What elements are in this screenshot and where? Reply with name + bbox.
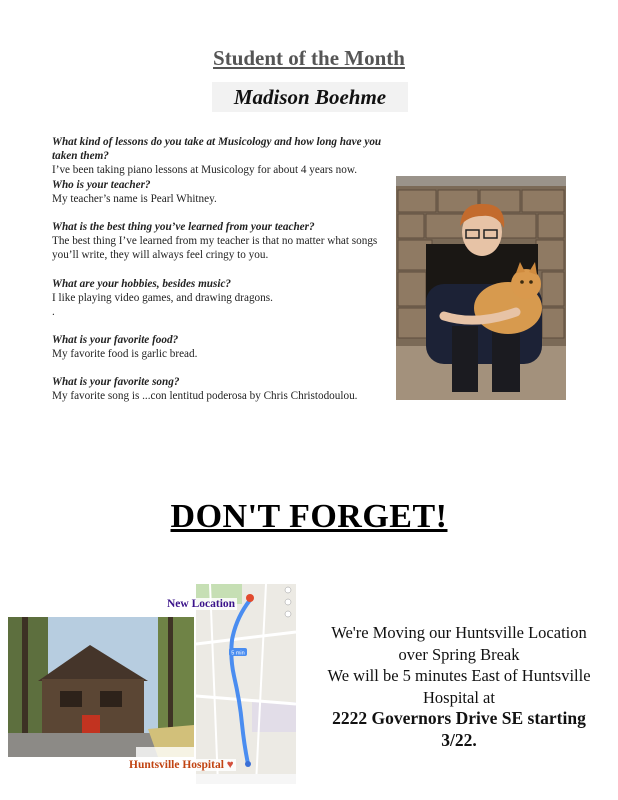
building-photo: [8, 617, 194, 757]
hospital-label-text: Huntsville Hospital: [129, 759, 224, 771]
question: What are your hobbies, besides music?: [52, 278, 232, 290]
qa-item: [52, 220, 392, 262]
hospital-label: [127, 759, 236, 771]
route-map: [196, 584, 296, 784]
student-with-cat-illustration: [396, 176, 566, 400]
headline: DON'T FORGET!: [170, 498, 448, 535]
qa-item: [52, 277, 392, 319]
question: Who is your teacher?: [52, 179, 151, 191]
announcement-line: over Spring Break: [398, 644, 520, 664]
time-badge: 5 min: [231, 650, 245, 657]
page-title: Student of the Month: [213, 46, 405, 70]
address-line: 2222 Governors Drive SE starting: [332, 708, 586, 728]
answer: I’ve been taking piano lessons at Musicology for about 4 years now.: [52, 164, 357, 176]
qa-item: [52, 135, 392, 177]
qa-item: [52, 178, 392, 206]
qa-item: [52, 333, 392, 361]
question: What is your favorite food?: [52, 334, 179, 346]
new-location-label: New Location: [167, 598, 236, 610]
announcement-line: We're Moving our Huntsville Location: [331, 623, 587, 642]
hospital-icon: ♥: [226, 759, 234, 771]
student-name: Madison Boehme: [212, 82, 408, 112]
answer: My teacher’s name is Pearl Whitney.: [52, 193, 217, 205]
announcement-line: Hospital at: [423, 687, 495, 707]
question: What is your favorite song?: [52, 376, 180, 388]
stray-dot: .: [52, 306, 55, 318]
map-illustration: [196, 584, 296, 784]
wooden-building-illustration: [8, 617, 194, 757]
answer: I like playing video games, and drawing dragons.: [52, 292, 273, 304]
answer: The best thing I’ve learned from my teacher is that no matter what songs you’ll write, they will always feel cringy to you.: [52, 235, 378, 261]
qa-item: [52, 375, 392, 403]
question: What is the best thing you’ve learned from your teacher?: [52, 221, 315, 233]
question: What kind of lessons do you take at Musicology and how long have you taken them?: [52, 136, 382, 162]
map-pin-icon: [246, 594, 254, 602]
answer: My favorite food is garlic bread.: [52, 348, 198, 360]
answer: My favorite song is ...con lentitud poderosa by Chris Christodoulou.: [52, 390, 358, 402]
announcement-line: We will be 5 minutes East of Huntsville: [327, 666, 591, 685]
start-date-line: 3/22.: [441, 729, 477, 750]
student-photo: [396, 176, 566, 400]
moving-announcement: [306, 622, 612, 751]
